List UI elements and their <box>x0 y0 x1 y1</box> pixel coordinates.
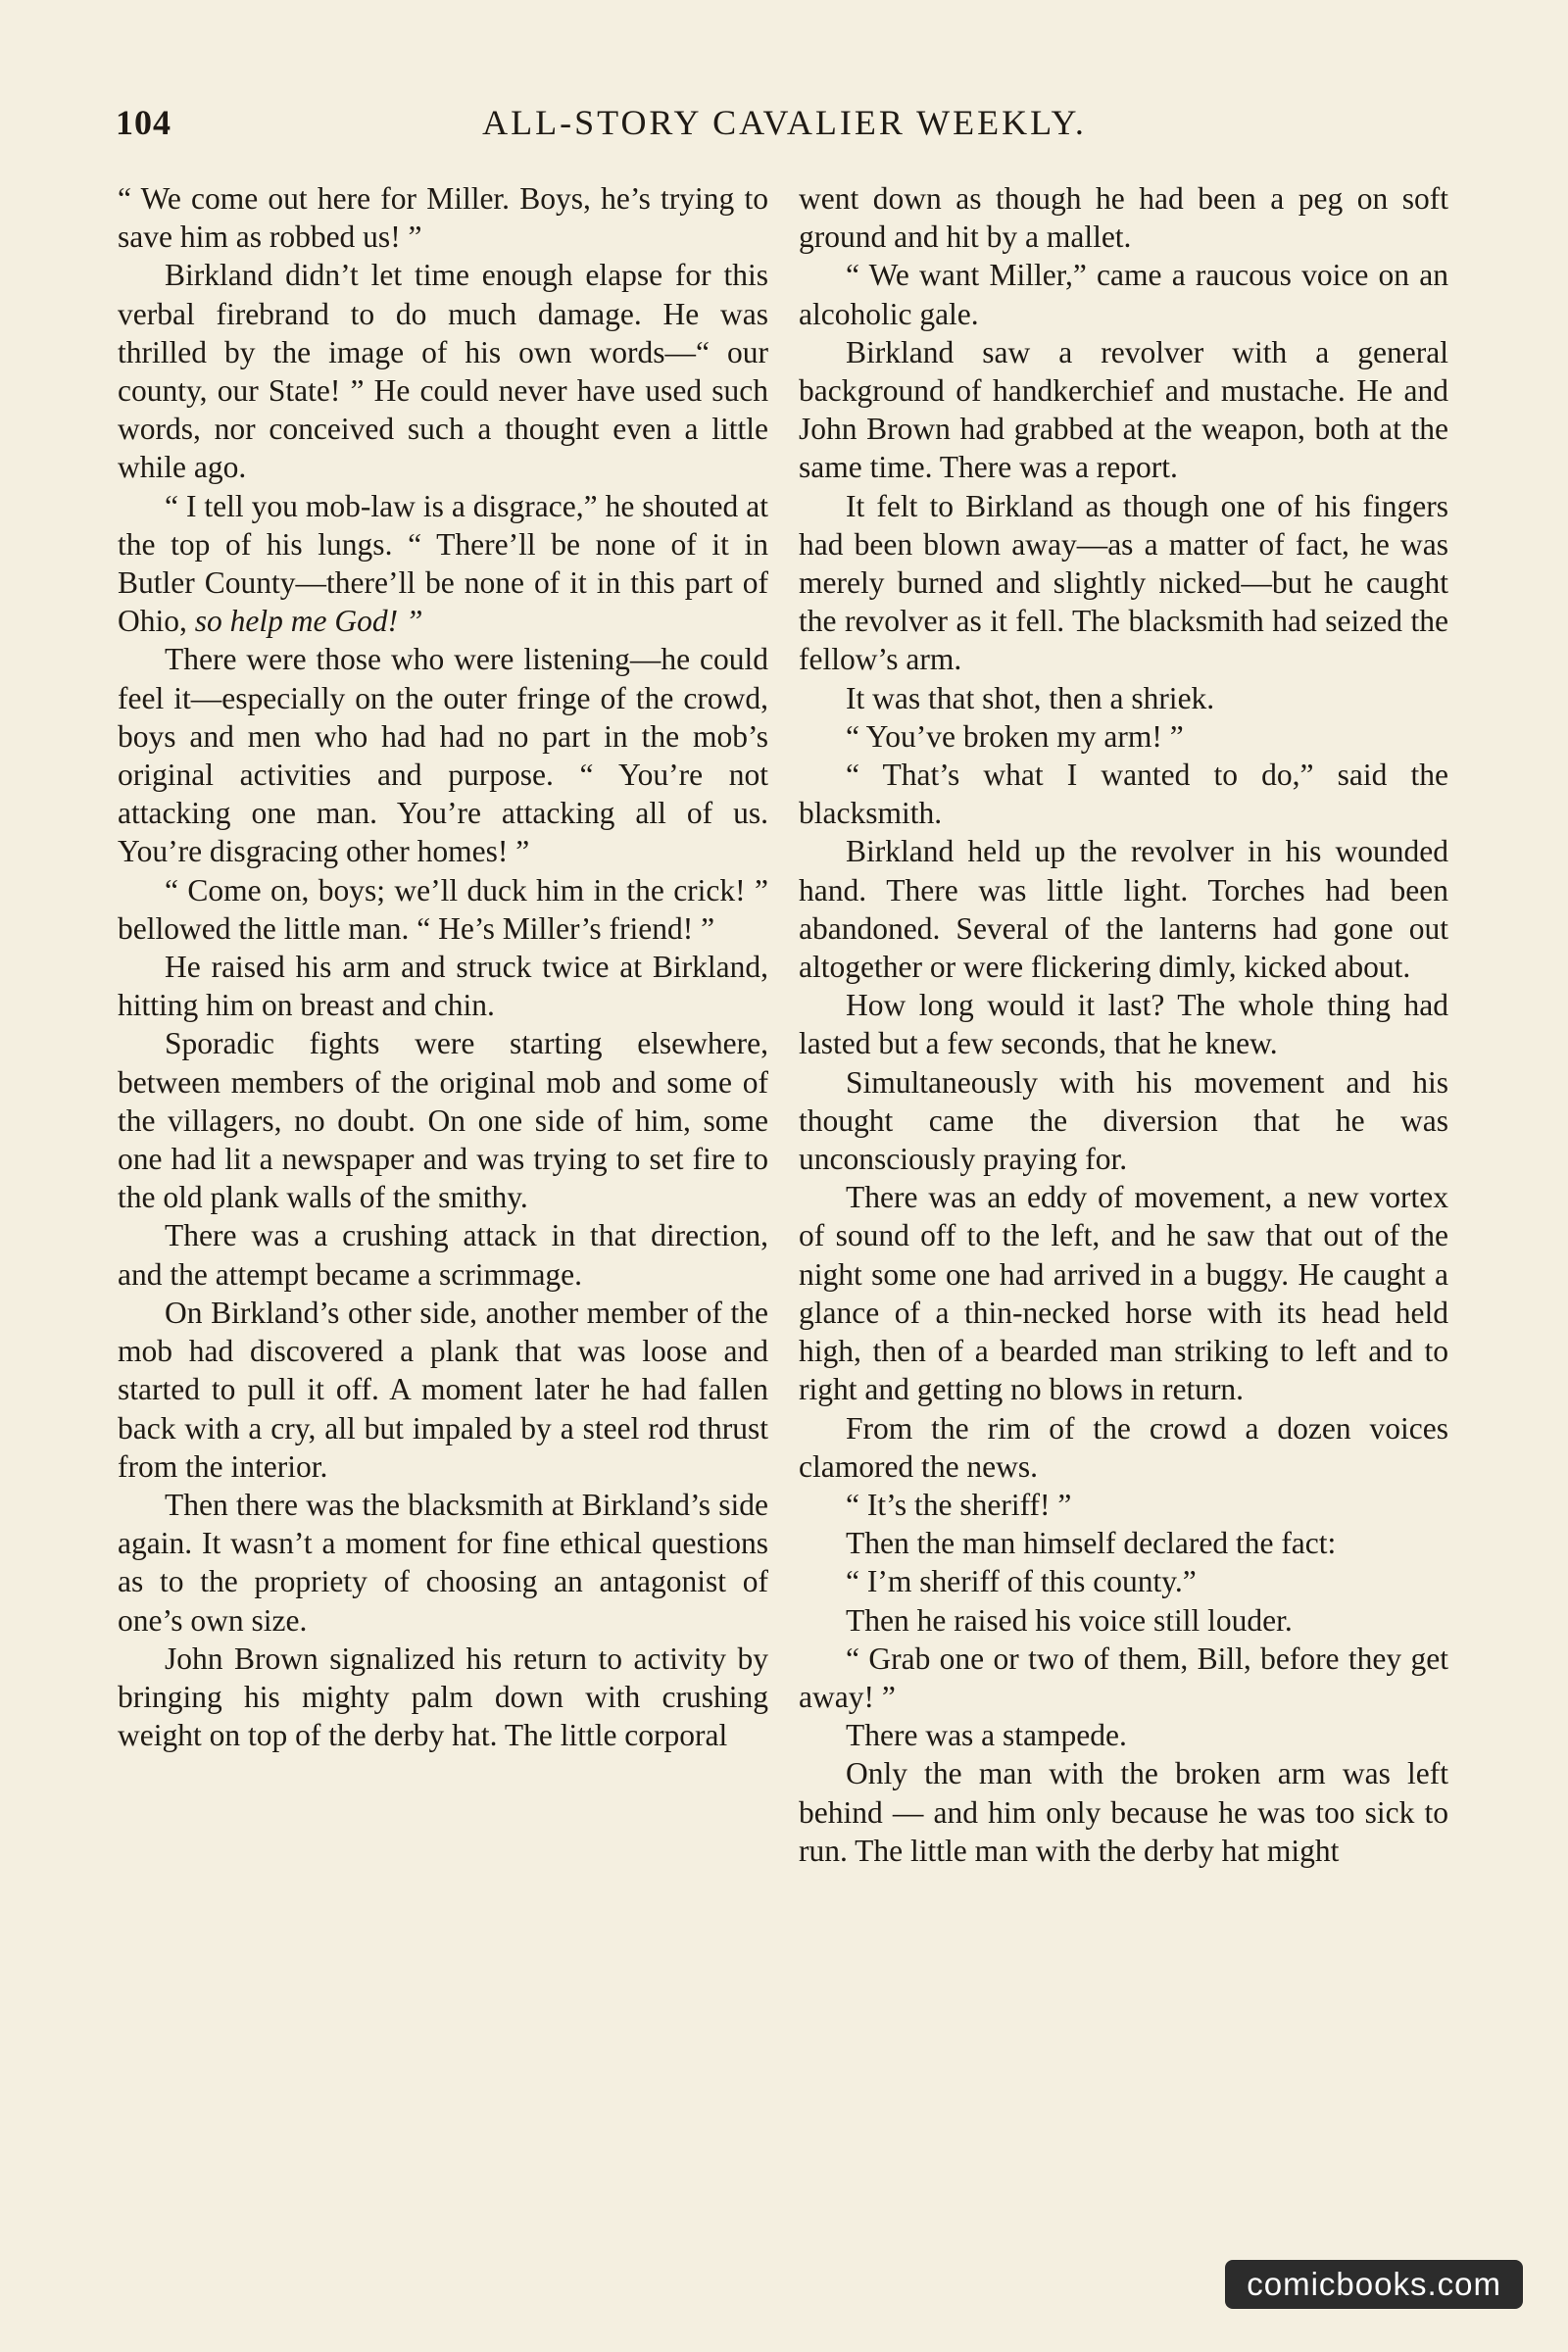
paragraph: “ You’ve broken my arm! ” <box>846 718 1184 754</box>
paragraph: Sporadic fights were starting elsewhere, between members of the original mob and some of the villagers, no doubt. On one side of him, some one had lit a newspaper and was trying to set fire to the old plank walls of the smithy. <box>118 1026 768 1215</box>
paragraph: “ Grab one or two of them, Bill, before they get away! ” <box>799 1641 1448 1714</box>
page-number: 104 <box>116 103 172 142</box>
paragraph: There were those who were listening—he could feel it—especially on the outer fringe of the crowd, boys and men who had had no part in the mob’s original activities and purpose. “ You’re not attacking one man. You’re attacking all of us. You’re disgracing other homes! ” <box>118 642 768 869</box>
paragraph: “ That’s what I wanted to do,” said the blacksmith. <box>799 758 1448 831</box>
paragraph-text: “ I tell you mob-law is a disgrace,” he shouted at the top of his lungs. “ There’ll be none of it in Butler County—there’ll be none of it in this part of Ohio, <box>118 488 768 639</box>
paragraph: Simultaneously with his movement and his thought came the diversion that he was unconsciously praying for. <box>799 1064 1448 1177</box>
paragraph: John Brown signalized his return to activity by bringing his mighty palm down with crushing weight on top of the derby hat. The little corporal <box>118 1641 768 1753</box>
paragraph: There was a crushing attack in that direction, and the attempt became a scrimmage. <box>118 1218 768 1292</box>
paragraph: Then he raised his voice still louder. <box>846 1602 1293 1638</box>
paragraph: Then the man himself declared the fact: <box>846 1526 1337 1561</box>
paragraph: “ I’m sheriff of this county.” <box>846 1564 1197 1599</box>
paragraph: There was a stampede. <box>846 1718 1127 1753</box>
paragraph: On Birkland’s other side, another member of the mob had discovered a plank that was loose and started to pull it off. A moment later he had fallen back with a cry, all but impaled by a steel rod thrust from the interior. <box>118 1295 768 1484</box>
page-header <box>116 94 1453 153</box>
paragraph: He raised his arm and struck twice at Birkland, hitting him on breast and chin. <box>118 950 768 1023</box>
paragraph: There was an eddy of movement, a new vortex of sound off to the left, and he saw that out of the night some one had arrived in a buggy. He caught a glance of a thin-necked horse with its head held high, then of a bearded man striking to left and to right and getting no blows in return. <box>799 1180 1448 1407</box>
paragraph: It was that shot, then a shriek. <box>846 680 1215 715</box>
right-column <box>799 179 1448 2237</box>
paragraph: Birkland held up the revolver in his wounded hand. There was little light. Torches had been abandoned. Several of the lanterns had gone out altogether or were flickering dimly, kicked about. <box>799 834 1448 985</box>
paragraph: “ We come out here for Miller. Boys, he’s trying to save him as robbed us! ” <box>118 181 768 255</box>
paragraph <box>118 487 768 641</box>
paragraph: It felt to Birkland as though one of his fingers had been blown away—as a matter of fact, he was merely burned and slightly nicked—but he caught the revolver as it fell. The blacksmith had seized the fellow’s arm. <box>799 488 1448 677</box>
paragraph: Then there was the blacksmith at Birkland’s side again. It wasn’t a moment for fine ethical questions as to the propriety of choosing an antagonist of one’s own size. <box>118 1487 768 1638</box>
paragraph: From the rim of the crowd a dozen voices clamored the news. <box>799 1410 1448 1484</box>
paragraph: Birkland saw a revolver with a general background of handkerchief and mustache. He and John Brown had grabbed at the weapon, both at the same time. There was a report. <box>799 334 1448 485</box>
paragraph: “ It’s the sheriff! ” <box>846 1487 1072 1522</box>
paragraph: Birkland didn’t let time enough elapse for this verbal firebrand to do much damage. He was thrilled by the image of his own words—“ our county, our State! ” He could never have used such words, nor conceived such a thought even a little while ago. <box>118 258 768 485</box>
running-title: ALL-STORY CAVALIER WEEKLY. <box>482 103 1087 142</box>
paragraph: How long would it last? The whole thing had lasted but a few seconds, that he knew. <box>799 988 1448 1061</box>
italic-text: so help me God! ” <box>194 604 423 639</box>
paragraph: “ Come on, boys; we’ll duck him in the crick! ” bellowed the little man. “ He’s Miller’s friend! ” <box>118 872 768 946</box>
paragraph: Only the man with the broken arm was left behind — and him only because he was too sick to run. The little man with the derby hat might <box>799 1756 1448 1868</box>
paragraph: “ We want Miller,” came a raucous voice on an alcoholic gale. <box>799 258 1448 331</box>
paragraph: went down as though he had been a peg on soft ground and hit by a mallet. <box>799 181 1448 255</box>
left-column <box>118 179 768 2237</box>
watermark-logo: comicbooks.com <box>1225 2260 1523 2309</box>
